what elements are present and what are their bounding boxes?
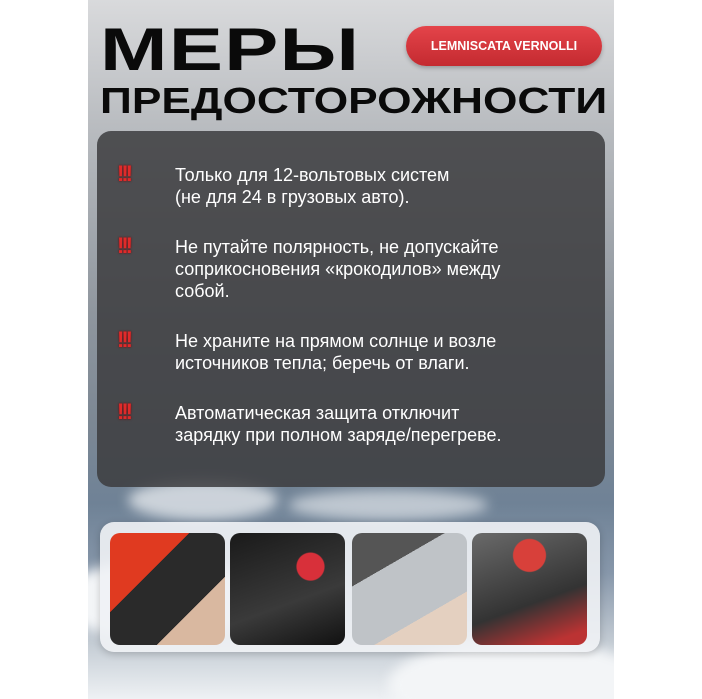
warning-icon: !!! (117, 399, 130, 424)
warnings-panel (97, 131, 605, 487)
photo-battery-clamp (230, 533, 345, 645)
warning-text: Не путайте полярность, не допускайте соприкосновения «крокодилов» между собой. (175, 237, 501, 301)
photo-strip (100, 522, 600, 652)
product-card (88, 0, 614, 699)
photo-engine-clamps (472, 533, 587, 645)
warning-icon: !!! (117, 161, 130, 186)
warning-icon: !!! (117, 233, 130, 258)
brand-badge: LEMNISCATA VERNOLLI (406, 26, 602, 66)
title-line-1: МЕРЫ (100, 16, 361, 83)
warning-text: Только для 12-вольтовых систем (не для 24 в грузовых авто). (175, 165, 450, 207)
photo-car-ignition (352, 533, 467, 645)
photo-jump-starter-usb (110, 533, 225, 645)
warning-icon: !!! (117, 327, 130, 352)
warning-text: Не храните на прямом солнце и возле источников тепла; беречь от влаги. (175, 331, 497, 373)
warning-text: Автоматическая защита отключит зарядку при полном заряде/перегреве. (175, 403, 502, 445)
title-line-2: ПРЕДОСТОРОЖНОСТИ (100, 80, 608, 121)
